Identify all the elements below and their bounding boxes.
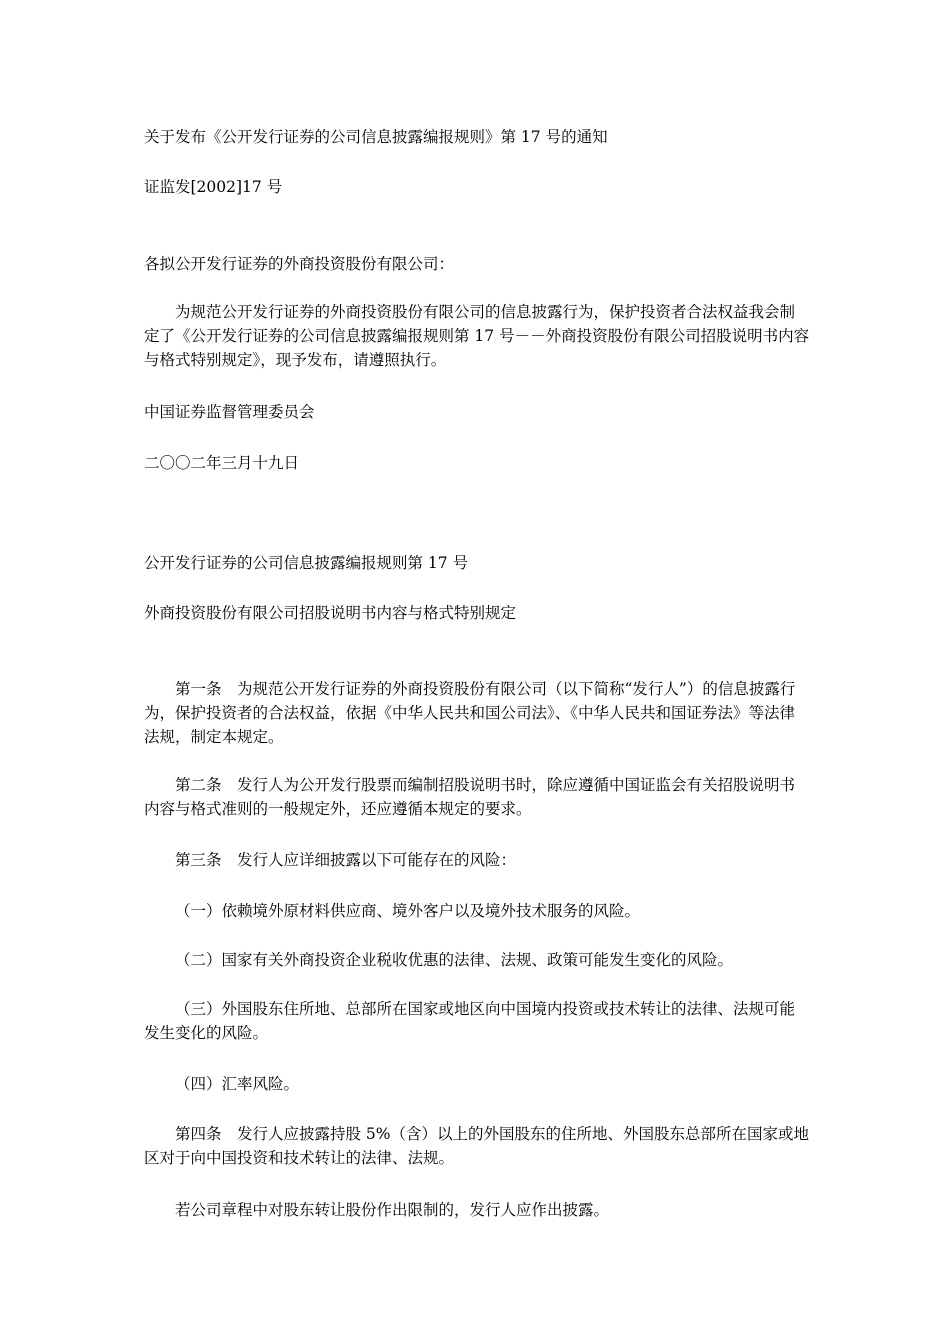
- document-number: 证监发[2002]17 号: [144, 178, 283, 196]
- article-3: 第三条 发行人应详细披露以下可能存在的风险：: [175, 851, 517, 869]
- rules-subtitle: 外商投资股份有限公司招股说明书内容与格式特别规定: [144, 604, 517, 622]
- risk-item-4: （四）汇率风险。: [175, 1075, 300, 1093]
- issue-date: 二〇〇二年三月十九日: [144, 454, 300, 472]
- risk-item-2: （二）国家有关外商投资企业税收优惠的法律、法规、政策可能发生变化的风险。: [175, 951, 734, 969]
- addressee: 各拟公开发行证券的外商投资股份有限公司：: [144, 255, 455, 273]
- notice-body: 为规范公开发行证券的外商投资股份有限公司的信息披露行为，保护投资者合法权益我会制定了《公开发行证券的公司信息披露编报规则第 17 号－－外商投资股份有限公司招股说明书内容与格式特别规定》，现予发布，请遵照执行。: [144, 303, 810, 369]
- rules-title: 公开发行证券的公司信息披露编报规则第 17 号: [144, 554, 469, 572]
- notice-title: 关于发布《公开发行证券的公司信息披露编报规则》第 17 号的通知: [144, 128, 608, 146]
- risk-item-1: （一）依赖境外原材料供应商、境外客户以及境外技术服务的风险。: [175, 902, 641, 920]
- article-4: 第四条 发行人应披露持股 5%（含）以上的外国股东的住所地、外国股东总部所在国家或地区对于向中国投资和技术转让的法律、法规。: [144, 1125, 810, 1167]
- issuer: 中国证券监督管理委员会: [144, 403, 315, 421]
- risk-item-3: （三）外国股东住所地、总部所在国家或地区向中国境内投资或技术转让的法律、法规可能发生变化的风险。: [144, 1000, 796, 1042]
- article-2: 第二条 发行人为公开发行股票而编制招股说明书时，除应遵循中国证监会有关招股说明书内容与格式准则的一般规定外，还应遵循本规定的要求。: [144, 776, 796, 818]
- article-4-para-2: 若公司章程中对股东转让股份作出限制的，发行人应作出披露。: [175, 1201, 610, 1219]
- article-1: 第一条 为规范公开发行证券的外商投资股份有限公司（以下简称“发行人”）的信息披露行为，保护投资者的合法权益，依据《中华人民共和国公司法》、《中华人民共和国证券法》等法律法规，制定本规定。: [144, 680, 796, 746]
